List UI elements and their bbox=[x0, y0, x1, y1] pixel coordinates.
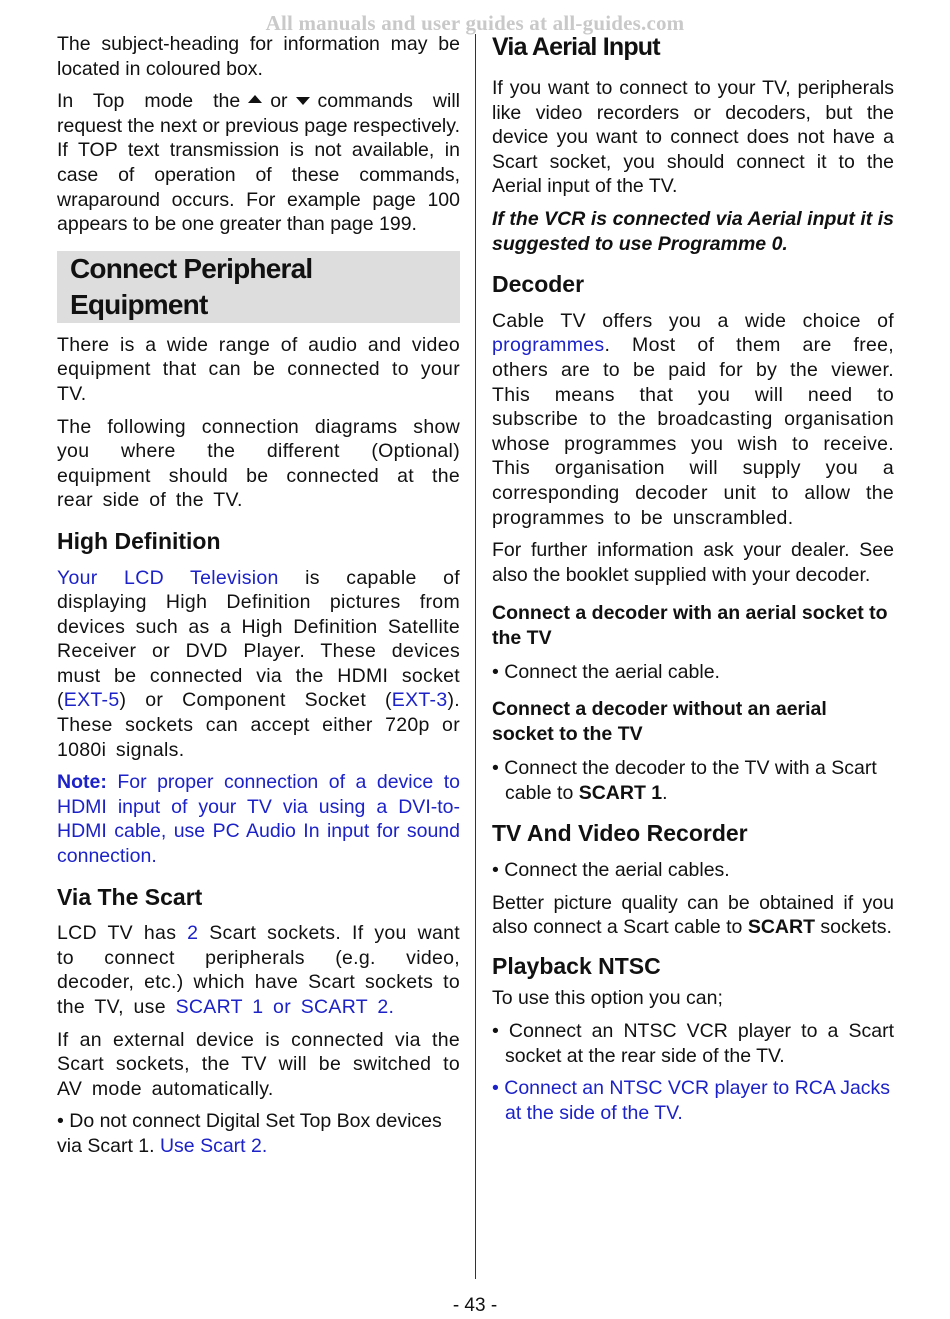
section-title-box bbox=[57, 251, 460, 323]
scart-bullet bbox=[57, 1109, 460, 1158]
cpe-paragraph-2: The following connection diagrams show you where the different (Optional) equipment should be connected at the rear side of the TV. bbox=[57, 415, 460, 512]
scart-text-a: LCD TV has bbox=[57, 922, 188, 945]
up-triangle-icon bbox=[248, 95, 262, 103]
scart-bullet-link: Use Scart 2. bbox=[159, 1134, 268, 1157]
note-paragraph bbox=[57, 770, 460, 868]
hd-link-ext3: EXT-3 bbox=[391, 689, 448, 712]
top-mode-text-a: In Top mode the bbox=[57, 90, 241, 113]
scart-paragraph-2: If an external device is connected via the Scart sockets, the TV will be switched to AV mode automatically. bbox=[57, 1028, 460, 1100]
sub2-text-a: • Connect the decoder to the TV with a Scart cable to bbox=[492, 757, 877, 804]
note-label: Note: bbox=[57, 771, 107, 794]
tvvr-text-c: sockets. bbox=[815, 916, 892, 939]
hd-text-2: ) or Component Socket ( bbox=[119, 689, 392, 712]
sub2-text-c: . bbox=[662, 781, 668, 804]
decoder-text-b: . Most of them are free, others are to be paid for by the viewer. This means that you will need to subscribe to the broadcasting organisation whose programmes you wish to receive. This organisation will supply you a corresponding decoder unit to allow the programmes to be unscrambled. bbox=[492, 334, 894, 529]
note-text: For proper connection of a device to HDMI input of your TV via using a DVI-to-HDMI cable, use PC Audio In input for sound connection. bbox=[57, 771, 460, 868]
decoder-sub-2-bullet bbox=[492, 756, 894, 805]
hd-text-1: is capable of displaying High Definition pictures from devices such as a High Definition Satellite Receiver or DVD Player. These devices must be connected via the HDMI socket ( bbox=[57, 566, 460, 712]
hd-text-3: ). These sockets can accept either 720p or 1080i signals. bbox=[57, 689, 460, 761]
aerial-note: If the VCR is connected via Aerial input it is suggested to use Programme 0. bbox=[492, 207, 894, 255]
top-mode-text-c: commands will request the next or previous page respectively. If TOP text transmission is not available, in case of operation of these commands, wraparound occurs. For example page 100 appears to be one greater than page 199. bbox=[57, 90, 460, 236]
top-mode-text-b: or bbox=[270, 90, 288, 113]
sub2-scart1: SCART 1 bbox=[578, 781, 663, 804]
decoder-text-a: Cable TV offers you a wide choice of bbox=[492, 309, 894, 332]
decoder-heading: Decoder bbox=[492, 271, 585, 298]
ntsc-heading: Playback NTSC bbox=[492, 952, 661, 979]
scart-link: SCART 1 or SCART 2. bbox=[175, 996, 395, 1018]
aerial-heading: Via Aerial Input bbox=[492, 33, 660, 61]
scart-bullet-text: • Do not connect Digital Set Top Box devices via Scart 1. bbox=[57, 1110, 442, 1157]
decoder-sub-2: Connect a decoder without an aerial socket to the TV bbox=[492, 698, 827, 745]
tvvr-paragraph bbox=[492, 891, 894, 940]
left-column bbox=[57, 32, 460, 1167]
scart-text-b: Scart sockets. If you want to connect peripherals (e.g. video, decoder, etc.) which have Scart sockets to the TV, use bbox=[57, 922, 460, 1018]
tvvr-text-a: Better picture quality can be obtained if you also connect a Scart cable to bbox=[492, 891, 894, 939]
top-mode-paragraph bbox=[57, 89, 460, 237]
scart-count: 2 bbox=[187, 922, 199, 945]
intro-paragraph: The subject-heading for information may be located in coloured box. bbox=[57, 33, 460, 80]
page-number: - 43 - bbox=[452, 1295, 498, 1316]
decoder-paragraph-1 bbox=[492, 309, 894, 530]
tvvr-heading: TV And Video Recorder bbox=[492, 820, 748, 847]
cpe-paragraph-1: There is a wide range of audio and video equipment that can be connected to your TV. bbox=[57, 333, 460, 405]
ntsc-bullet-2: • Connect an NTSC VCR player to RCA Jacks at the side of the TV. bbox=[492, 1077, 891, 1124]
scart-heading: Via The Scart bbox=[57, 883, 203, 910]
section-title: Connect Peripheral Equipment bbox=[70, 252, 313, 320]
tvvr-bullet: • Connect the aerial cables. bbox=[492, 859, 730, 882]
down-triangle-icon bbox=[296, 97, 310, 105]
watermark: All manuals and user guides at all-guides.com bbox=[265, 11, 685, 35]
hd-link-ext5: EXT-5 bbox=[63, 689, 120, 712]
decoder-link: programmes bbox=[492, 334, 605, 357]
column-divider bbox=[475, 34, 476, 1279]
decoder-sub-1: Connect a decoder with an aerial socket to the TV bbox=[492, 602, 888, 649]
hd-paragraph bbox=[57, 566, 460, 763]
scart-paragraph-1 bbox=[57, 921, 460, 1019]
ntsc-paragraph: To use this option you can; bbox=[492, 987, 723, 1010]
right-column bbox=[492, 32, 894, 1133]
tvvr-scart: SCART bbox=[747, 916, 815, 939]
decoder-sub-1-bullet: • Connect the aerial cable. bbox=[492, 661, 720, 684]
hd-link-lcd: Your LCD Television bbox=[57, 566, 279, 589]
decoder-paragraph-2: For further information ask your dealer. See also the booklet supplied with your decoder. bbox=[492, 539, 894, 586]
ntsc-bullet-1: • Connect an NTSC VCR player to a Scart socket at the rear side of the TV. bbox=[492, 1020, 894, 1067]
hd-heading: High Definition bbox=[57, 527, 221, 554]
aerial-paragraph: If you want to connect to your TV, peripherals like video recorders or decoders, but the device you want to connect does not have a Scart socket, you should connect it to the Aerial input of the TV. bbox=[492, 77, 894, 198]
